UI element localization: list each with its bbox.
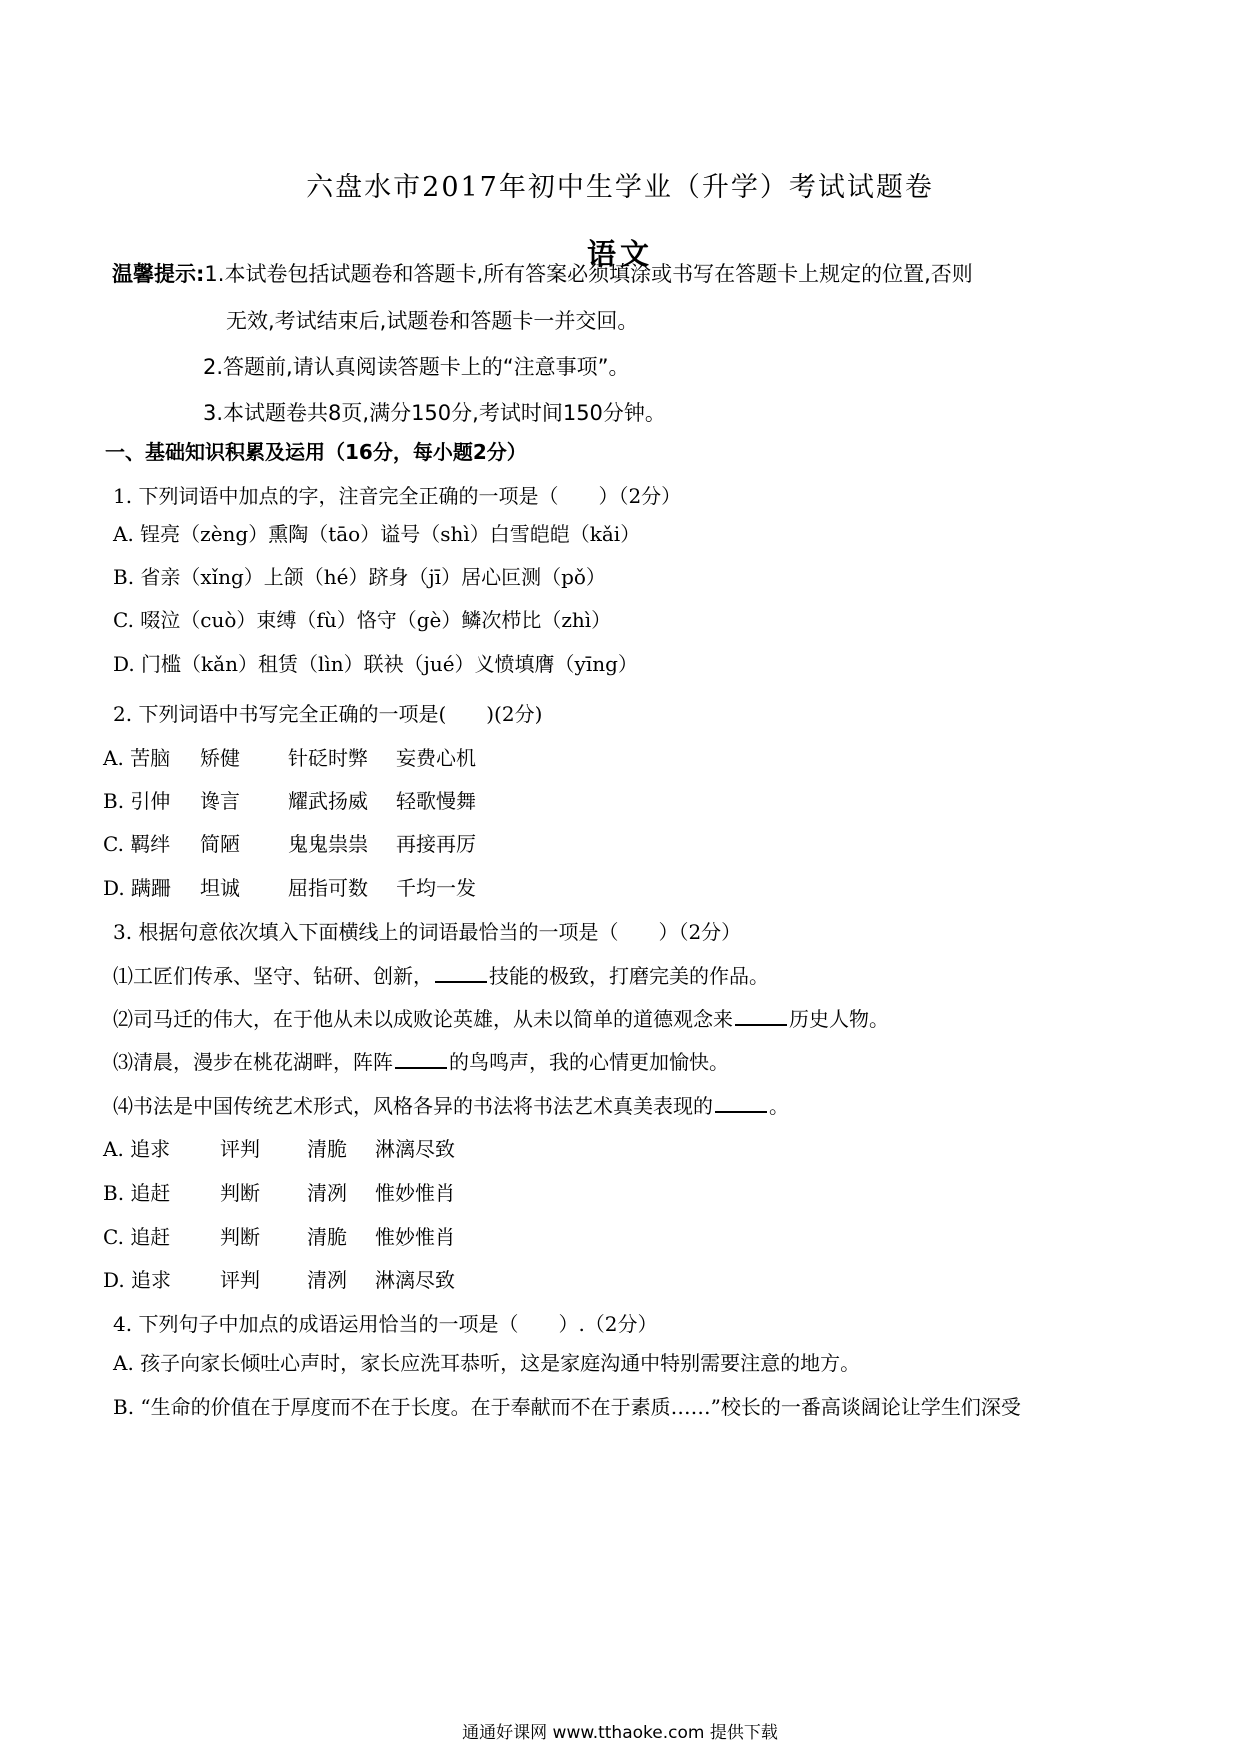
q2-option-b-2: 谗言 — [200, 789, 240, 813]
q3-sentence-4 — [113, 1090, 789, 1119]
q3-s3-part-b: 的鸟鸣声，我的心情更加愉快。 — [449, 1050, 729, 1074]
q4-option-b: B. “生命的价值在于厚度而不在于长度。在于奉献而不在于素质……”校长的一番高谈阔论让学生们深受 — [113, 1395, 1021, 1419]
footer-credit: 通通好课网 www.tthaoke.com 提供下载 — [462, 1723, 778, 1743]
q2-option-a-3: 针砭时弊 — [288, 746, 368, 770]
q3-s1-part-a: ⑴工匠们传承、坚守、钻研、创新， — [113, 964, 433, 988]
q3-option-c-3: 清脆 — [307, 1225, 347, 1249]
q3-option-a-4: 淋漓尽致 — [375, 1137, 455, 1161]
q3-option-d-3: 清冽 — [307, 1268, 347, 1292]
q3-option-a-3: 清脆 — [307, 1137, 347, 1161]
q4-stem: 4. 下列句子中加点的成语运用恰当的一项是（ ）.（2分） — [113, 1312, 658, 1336]
q2-option-d-4: 千均一发 — [396, 876, 476, 900]
subject-title: 语文 — [586, 237, 653, 271]
q1-option-a: A. 锃亮（zèng）熏陶（tāo）谥号（shì）白雪皑皑（kǎi） — [113, 522, 641, 546]
section-heading: 一、基础知识积累及运用（16分，每小题2分） — [105, 440, 527, 464]
q3-option-d-4: 淋漓尽致 — [375, 1268, 455, 1292]
q3-s2-part-b: 历史人物。 — [789, 1007, 889, 1031]
q3-option-c-1: C. 追赶 — [103, 1225, 171, 1249]
q3-sentence-3 — [113, 1046, 729, 1075]
q3-s3-part-a: ⑶清晨，漫步在桃花湖畔，阵阵 — [113, 1050, 393, 1074]
q3-option-a-1: A. 追求 — [103, 1137, 171, 1161]
q4-option-a: A. 孩子向家长倾吐心声时，家长应洗耳恭听，这是家庭沟通中特别需要注意的地方。 — [113, 1351, 861, 1375]
q3-s4-part-a: ⑷书法是中国传统艺术形式，风格各异的书法将书法艺术真美表现的 — [113, 1094, 713, 1118]
q1-option-c: C. 啜泣（cuò）束缚（fù）恪守（gè）鳞次栉比（zhì） — [113, 608, 612, 632]
q3-s4-part-b: 。 — [769, 1094, 789, 1118]
q2-option-c-4: 再接再厉 — [396, 832, 476, 856]
q3-option-d-1: D. 追求 — [103, 1268, 172, 1292]
q3-option-c-2: 判断 — [220, 1225, 260, 1249]
q3-s3-blank — [395, 1049, 447, 1069]
q2-option-b-4: 轻歌慢舞 — [396, 789, 476, 813]
q3-stem: 3. 根据句意依次填入下面横线上的词语最恰当的一项是（ ）（2分） — [113, 920, 742, 944]
q3-sentence-1 — [113, 960, 769, 989]
q3-option-a-2: 评判 — [220, 1137, 260, 1161]
q1-option-b: B. 省亲（xǐng）上颌（hé）跻身（jī）居心叵测（pǒ） — [113, 565, 606, 589]
q3-option-b-2: 判断 — [220, 1181, 260, 1205]
tips-line-1 — [112, 258, 973, 288]
q3-s2-part-a: ⑵司马迁的伟大，在于他从未以成败论英雄，从未以简单的道德观念来 — [113, 1007, 733, 1031]
q2-option-a-4: 妄费心机 — [396, 746, 476, 770]
q3-s1-blank — [435, 963, 487, 983]
q2-option-d-2: 坦诚 — [200, 876, 240, 900]
q2-option-d-1: D. 蹒跚 — [103, 876, 172, 900]
q2-option-d-3: 屈指可数 — [288, 876, 368, 900]
q2-option-a-1: A. 苦脑 — [103, 746, 171, 770]
q2-option-c-1: C. 羁绊 — [103, 832, 171, 856]
q3-sentence-2 — [113, 1003, 889, 1032]
tips-item-3: 3.本试题卷共8页,满分150分,考试时间150分钟。 — [203, 401, 666, 425]
q3-option-c-4: 惟妙惟肖 — [375, 1225, 455, 1249]
q2-option-b-3: 耀武扬威 — [288, 789, 368, 813]
page-title: 六盘水市2017年初中生学业（升学）考试试题卷 — [306, 172, 934, 203]
q2-option-c-3: 鬼鬼祟祟 — [288, 832, 368, 856]
q2-option-a-2: 矫健 — [200, 746, 240, 770]
q1-option-d: D. 门槛（kǎn）租赁（lìn）联袂（jué）义愤填膺（yīng） — [113, 652, 638, 676]
q2-option-c-2: 简陋 — [200, 832, 240, 856]
q3-s4-blank — [715, 1093, 767, 1113]
q2-option-b-1: B. 引伸 — [103, 789, 171, 813]
q3-s1-part-b: 技能的极致，打磨完美的作品。 — [489, 964, 769, 988]
q2-stem: 2. 下列词语中书写完全正确的一项是( )(2分) — [113, 702, 543, 726]
tips-item-2: 2.答题前,请认真阅读答题卡上的“注意事项”。 — [203, 355, 630, 379]
q1-stem: 1. 下列词语中加点的字，注音完全正确的一项是（ ）（2分） — [113, 484, 682, 508]
q3-s2-blank — [735, 1006, 787, 1026]
tips-item-1b: 无效,考试结束后,试题卷和答题卡一并交回。 — [226, 309, 639, 333]
q3-option-b-4: 惟妙惟肖 — [375, 1181, 455, 1205]
q3-option-b-3: 清冽 — [307, 1181, 347, 1205]
tips-label: 温馨提示: — [112, 262, 205, 286]
q3-option-b-1: B. 追赶 — [103, 1181, 171, 1205]
tips-item-1a: 1.本试卷包括试题卷和答题卡,所有答案必须填涂或书写在答题卡上规定的位置,否则 — [204, 262, 973, 286]
q3-option-d-2: 评判 — [220, 1268, 260, 1292]
